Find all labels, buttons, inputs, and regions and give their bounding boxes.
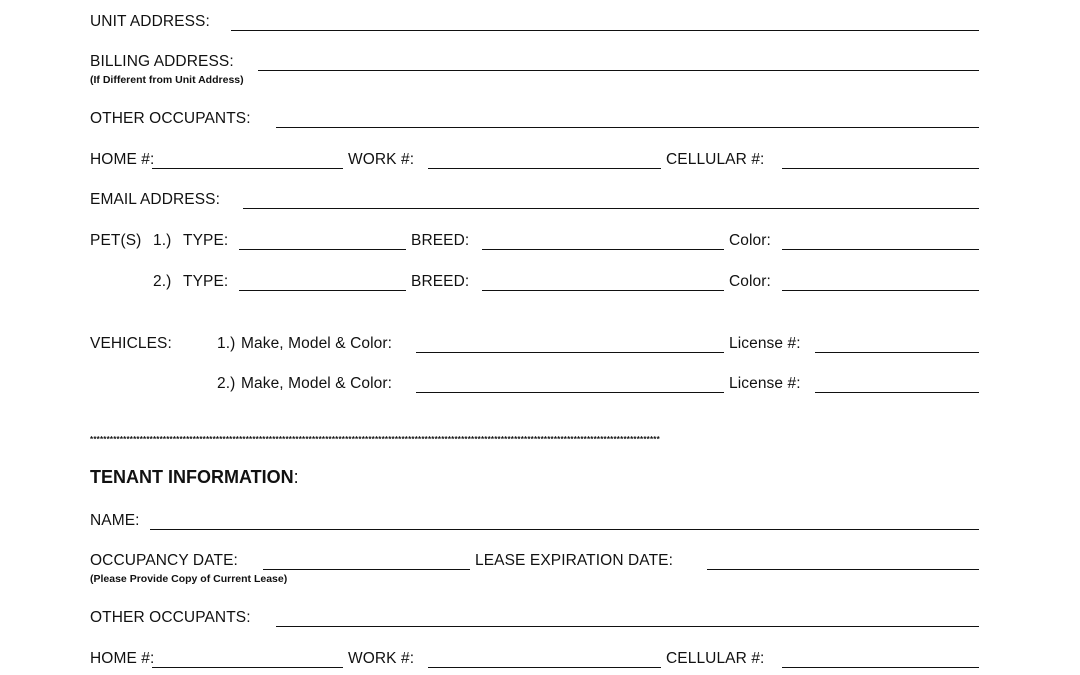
occupancy-date-field[interactable] <box>263 569 470 570</box>
cell-phone-field[interactable] <box>782 168 979 169</box>
billing-address-note: (If Different from Unit Address) <box>90 74 244 86</box>
lease-expiration-field[interactable] <box>707 569 979 570</box>
work-phone-field[interactable] <box>428 168 661 169</box>
email-field[interactable] <box>243 208 979 209</box>
pet-1-color-field[interactable] <box>782 249 979 250</box>
tenant-name-field[interactable] <box>150 529 979 530</box>
tenant-other-occupants-row <box>0 608 1080 630</box>
unit-address-label: UNIT ADDRESS: <box>90 13 210 30</box>
pet-2-breed-label: BREED: <box>411 273 470 290</box>
vehicle-row-1 <box>0 334 1080 356</box>
pets-label: PET(S) <box>90 232 142 249</box>
pet-2-breed-field[interactable] <box>482 290 724 291</box>
phone-row <box>0 150 1080 172</box>
pet-2-type-label: TYPE: <box>183 273 229 290</box>
billing-address-label: BILLING ADDRESS: <box>90 53 234 70</box>
tenant-section-heading <box>90 467 299 488</box>
email-label: EMAIL ADDRESS: <box>90 191 221 208</box>
tenant-cell-phone-field[interactable] <box>782 667 979 668</box>
tenant-work-phone-label: WORK #: <box>348 650 415 667</box>
work-phone-label: WORK #: <box>348 151 415 168</box>
pet-1-type-label: TYPE: <box>183 232 229 249</box>
vehicle-2-number: 2.) <box>217 375 236 392</box>
tenant-home-phone-field[interactable] <box>152 667 343 668</box>
other-occupants-row <box>0 109 1080 131</box>
occupancy-date-note: (Please Provide Copy of Current Lease) <box>90 573 288 585</box>
section-separator: **************************************************************************************************************************************************************************** <box>90 436 660 444</box>
pet-1-type-field[interactable] <box>239 249 406 250</box>
pet-1-breed-label: BREED: <box>411 232 470 249</box>
tenant-name-label: NAME: <box>90 512 140 529</box>
email-row <box>0 190 1080 212</box>
pet-2-type-field[interactable] <box>239 290 406 291</box>
lease-expiration-label: LEASE EXPIRATION DATE: <box>475 552 674 569</box>
pet-row-1 <box>0 231 1080 253</box>
unit-address-row <box>0 12 1080 34</box>
billing-address-row <box>0 52 1080 74</box>
vehicle-2-make-label: Make, Model & Color: <box>241 375 393 392</box>
tenant-cell-phone-label: CELLULAR #: <box>666 650 765 667</box>
pet-2-color-field[interactable] <box>782 290 979 291</box>
tenant-other-occupants-field[interactable] <box>276 626 979 627</box>
vehicles-label: VEHICLES: <box>90 335 172 352</box>
pet-1-number: 1.) <box>153 232 172 249</box>
cell-phone-label: CELLULAR #: <box>666 151 765 168</box>
vehicle-row-2 <box>0 374 1080 396</box>
other-occupants-field[interactable] <box>276 127 979 128</box>
tenant-heading-colon: : <box>293 467 299 487</box>
tenant-other-occupants-label: OTHER OCCUPANTS: <box>90 609 251 626</box>
pet-row-2 <box>0 272 1080 294</box>
tenant-dates-row <box>0 551 1080 573</box>
vehicle-1-number: 1.) <box>217 335 236 352</box>
tenant-heading-text: TENANT INFORMATION <box>90 467 294 487</box>
tenant-home-phone-label: HOME #: <box>90 650 155 667</box>
tenant-work-phone-field[interactable] <box>428 667 661 668</box>
vehicle-2-license-field[interactable] <box>815 392 979 393</box>
tenant-phone-row <box>0 649 1080 671</box>
pet-1-breed-field[interactable] <box>482 249 724 250</box>
tenant-name-row <box>0 511 1080 533</box>
billing-address-field[interactable] <box>258 70 979 71</box>
occupancy-date-label: OCCUPANCY DATE: <box>90 552 238 569</box>
home-phone-field[interactable] <box>152 168 343 169</box>
vehicle-2-license-label: License #: <box>729 375 801 392</box>
vehicle-1-license-field[interactable] <box>815 352 979 353</box>
vehicle-1-make-label: Make, Model & Color: <box>241 335 393 352</box>
pet-2-color-label: Color: <box>729 273 771 290</box>
pet-2-number: 2.) <box>153 273 172 290</box>
pet-1-color-label: Color: <box>729 232 771 249</box>
vehicle-2-make-field[interactable] <box>416 392 724 393</box>
home-phone-label: HOME #: <box>90 151 155 168</box>
other-occupants-label: OTHER OCCUPANTS: <box>90 110 251 127</box>
unit-address-field[interactable] <box>231 30 979 31</box>
vehicle-1-license-label: License #: <box>729 335 801 352</box>
vehicle-1-make-field[interactable] <box>416 352 724 353</box>
